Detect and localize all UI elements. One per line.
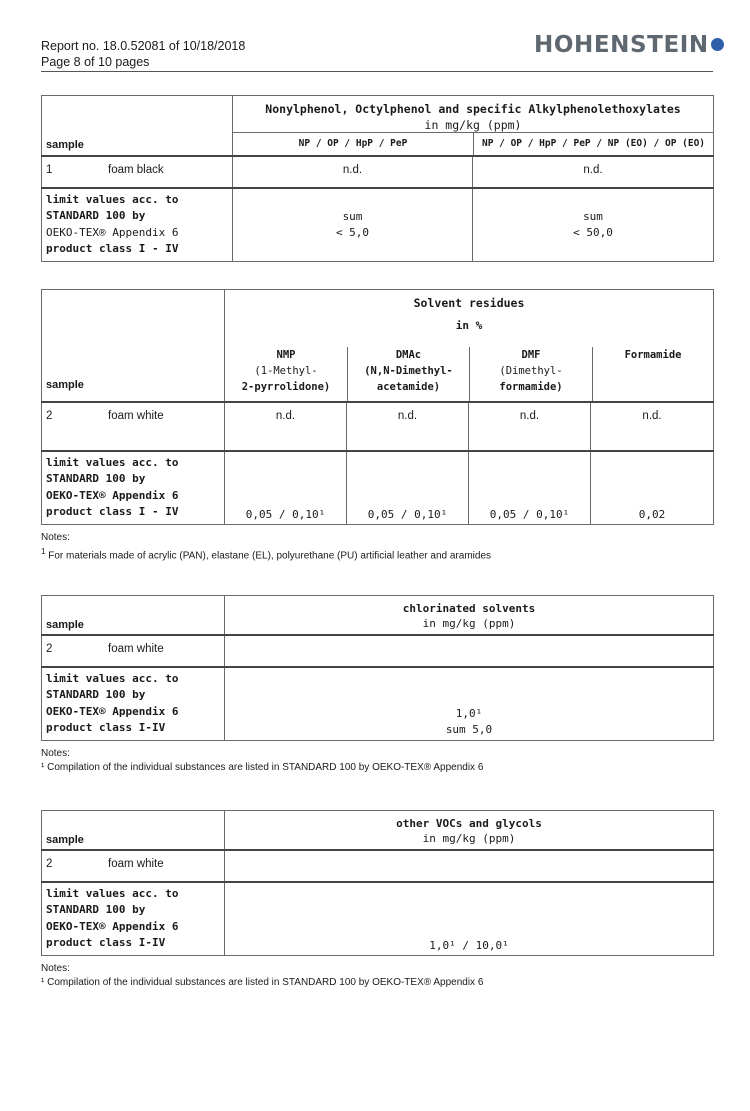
sample-header: sample — [42, 290, 225, 402]
col-dmf: DMF (Dimethyl- formamide) — [470, 347, 593, 401]
result-value: n.d. — [225, 402, 347, 451]
vocs-title: other VOCs and glycols in mg/kg (ppm) — [225, 811, 714, 850]
sample-name: foam white — [108, 409, 164, 422]
chlorinated-title: chlorinated solvents in mg/kg (ppm) — [225, 596, 714, 635]
report-header — [41, 38, 245, 70]
alkylphenol-title-line1: Nonylphenol, Octylphenol and specific Alkylphenolethoxylates — [265, 102, 681, 116]
col-np-op-eo: NP / OP / HpP / PeP / NP (EO) / OP (EO) — [481, 137, 706, 149]
sample-row — [42, 402, 225, 451]
limit-label: limit values acc. to STANDARD 100 by OEKO-TEX® Appendix 6 product class I - IV — [42, 451, 225, 525]
limit-value: 0,02 — [591, 451, 714, 525]
sample-header: sample — [42, 596, 225, 635]
limit-value: 1,0¹ sum 5,0 — [225, 667, 714, 741]
result-value-empty — [225, 850, 714, 882]
notes-solvent — [41, 531, 491, 563]
limit-value: 0,05 / 0,10¹ — [347, 451, 469, 525]
alkylphenol-table — [41, 95, 714, 262]
notes-chlorinated — [41, 747, 483, 775]
notes-label: Notes: — [41, 963, 70, 974]
result-value: n.d. — [469, 402, 591, 451]
alkylphenol-title-line2: in mg/kg (ppm) — [424, 118, 522, 132]
sample-row — [42, 635, 225, 667]
limit-label: limit values acc. to STANDARD 100 by OEKO-TEX® Appendix 6 product class I-IV — [42, 667, 225, 741]
notes-vocs — [41, 962, 483, 990]
solvent-header — [225, 290, 714, 402]
sample-number: 2 — [46, 409, 53, 422]
result-value: n.d. — [233, 156, 473, 188]
sample-header: sample — [42, 811, 225, 850]
vocs-glycols-table — [41, 810, 714, 956]
result-value: n.d. — [591, 402, 714, 451]
note-text: ¹ Compilation of the individual substances are listed in STANDARD 100 by OEKO-TEX® Appendix 6 — [41, 762, 484, 773]
hohenstein-logo — [534, 32, 724, 58]
chlorinated-solvents-table — [41, 595, 714, 741]
col-formamide: Formamide — [624, 348, 682, 361]
sample-name: foam white — [108, 857, 164, 870]
sample-row — [42, 850, 225, 882]
sample-header: sample — [42, 96, 233, 156]
col-dmac: DMAc (N,N-Dimethyl- acetamide) — [348, 347, 470, 401]
sample-row — [42, 156, 233, 188]
report-number: Report no. 18.0.52081 of 10/18/2018 — [41, 39, 246, 53]
note-text: ¹ Compilation of the individual substances are listed in STANDARD 100 by OEKO-TEX® Appendix 6 — [41, 977, 484, 988]
sample-number: 2 — [46, 857, 53, 870]
page-indicator: Page 8 of 10 pages — [41, 55, 150, 69]
note-text: $^1$ For materials made of acrylic (PAN), elastane (EL), polyurethane (PU) artificial leather and aramides — [41, 547, 492, 562]
logo-text: HOHENSTEIN — [534, 32, 709, 58]
solvent-title: Solvent residues — [413, 296, 525, 310]
sample-number: 2 — [46, 642, 53, 655]
limit-value: 1,0¹ / 10,0¹ — [225, 882, 714, 956]
solvent-unit: in % — [455, 319, 483, 332]
limit-label: limit values acc. to STANDARD 100 by OEKO-TEX® Appendix 6 product class I - IV — [42, 188, 233, 262]
sample-number: 1 — [46, 163, 53, 176]
limit-value: 0,05 / 0,10¹ — [225, 451, 347, 525]
limit-value: sum < 50,0 — [473, 188, 714, 262]
result-value: n.d. — [473, 156, 714, 188]
solvent-residues-table — [41, 289, 714, 525]
limit-label: limit values acc. to STANDARD 100 by OEKO-TEX® Appendix 6 product class I-IV — [42, 882, 225, 956]
notes-label: Notes: — [41, 748, 70, 759]
col-np-op-hpp-pep: NP / OP / HpP / PeP — [233, 133, 474, 155]
result-value-empty — [225, 635, 714, 667]
notes-label: Notes: — [41, 532, 70, 543]
limit-value: 0,05 / 0,10¹ — [469, 451, 591, 525]
header-divider — [41, 71, 713, 72]
limit-value: sum < 5,0 — [233, 188, 473, 262]
col-nmp: NMP (1-Methyl- 2-pyrrolidone) — [225, 347, 348, 401]
alkylphenol-title — [233, 96, 714, 156]
sample-name: foam white — [108, 642, 164, 655]
result-value: n.d. — [347, 402, 469, 451]
logo-dot-icon — [711, 38, 724, 51]
sample-name: foam black — [108, 163, 164, 176]
